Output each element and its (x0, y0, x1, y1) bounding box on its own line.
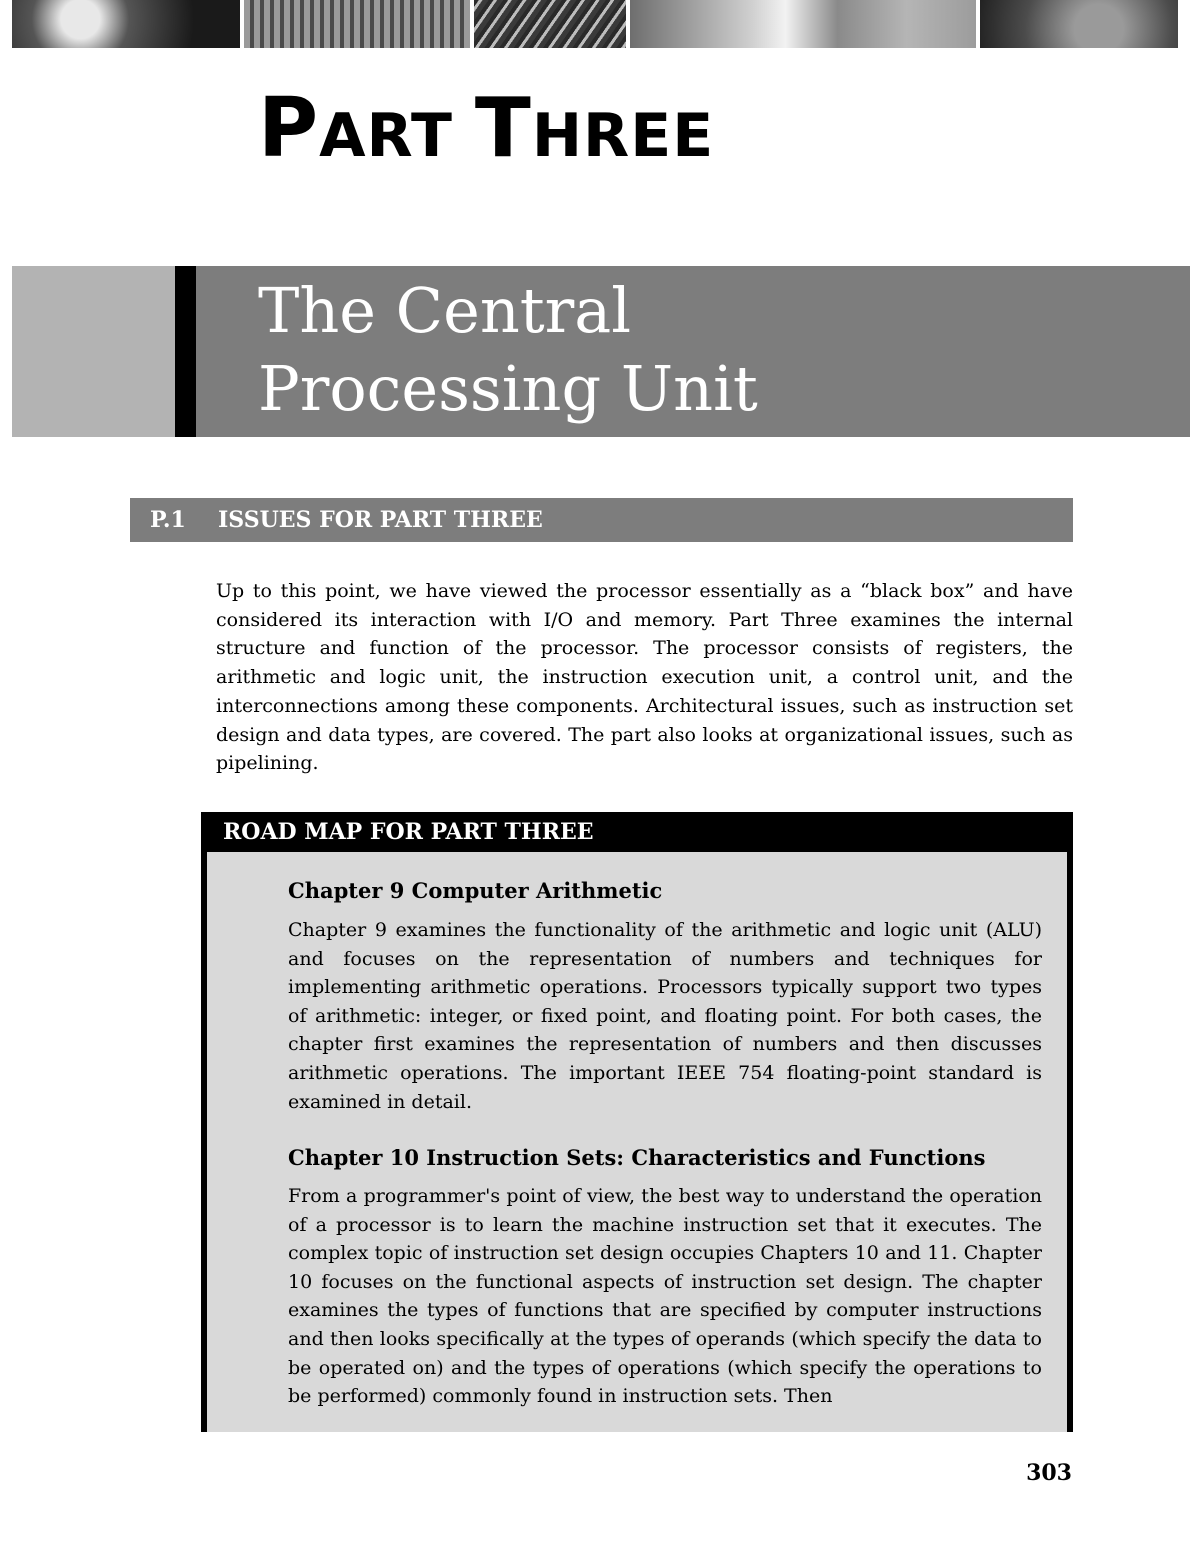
header-photo-4 (630, 0, 976, 48)
roadmap-box (201, 812, 1073, 1432)
chapter-9-title: Chapter 9 Computer Arithmetic (288, 878, 663, 903)
banner-title-line-2: Processing Unit (258, 352, 758, 425)
chapter-10-text: From a programmer's point of view, the best way to understand the operation of a processor is to learn the machine instruction set that it executes. The complex topic of instruction set design occupies Chapters 10 and 11. Chapter 10 focuses on the functional aspects of instruction set design. The chapter examines the types of functions that are specified by computer instructions and then looks specifically at the types of operands (which specify the data to be operated on) and the types of operations (which specify the operations to be performed) commonly found in instruction sets. Then (288, 1185, 1042, 1408)
banner-light-block (12, 266, 175, 437)
section-heading (130, 498, 1073, 542)
roadmap-header: ROAD MAP FOR PART THREE (207, 812, 1067, 852)
part-title-cap-t: T (474, 81, 532, 176)
banner-dark-bar (175, 266, 196, 437)
intro-paragraph: Up to this point, we have viewed the processor essentially as a “black box” and have considered its interaction with I/O and memory. Part Three examines the internal structure and function of the processor. The processor consists of registers, the arithmetic and logic unit, the instruction execution unit, a control unit, and the interconnections among these components. Architectural issues, such as instruction set design and data types, are covered. The part also looks at organizational issues, such as pipelining. (216, 580, 1073, 775)
part-title-rest-hree: HREE (531, 101, 715, 171)
header-photo-2 (244, 0, 470, 48)
part-title (258, 81, 715, 176)
banner-title (258, 272, 758, 428)
banner-title-line-1: The Central (258, 274, 632, 347)
chapter-9-text: Chapter 9 examines the functionality of the arithmetic and logic unit (ALU) and focuses on the representation of numbers and techniques for implementing arithmetic operations. Processors typically support two types of arithmetic: integer, or fixed point, and floating point. For both cases, the chapter first examines the representation of numbers and then discusses arithmetic operations. The important IEEE 754 floating-point standard is examined in detail. (288, 919, 1042, 1113)
part-title-rest-art: ART (319, 101, 475, 171)
section-title: ISSUES FOR PART THREE (218, 507, 543, 533)
part-title-cap-p: P (258, 81, 320, 176)
header-photo-5 (980, 0, 1178, 48)
header-photo-3 (474, 0, 626, 48)
header-photo-1 (12, 0, 240, 48)
page-number: 303 (1026, 1460, 1072, 1486)
chapter-10-title: Chapter 10 Instruction Sets: Characteristics and Functions (288, 1145, 986, 1170)
header-photo-strip (12, 0, 1190, 48)
section-number: P.1 (150, 507, 186, 533)
part-banner (12, 266, 1190, 437)
